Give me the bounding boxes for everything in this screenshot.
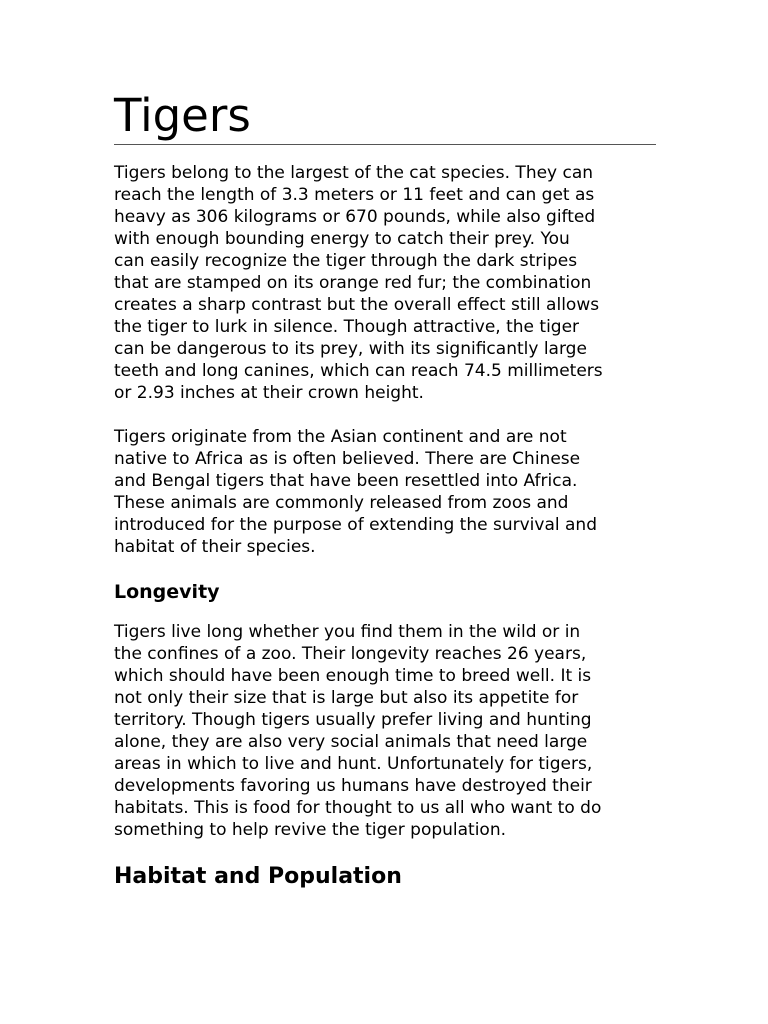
text-line: Tigers live long whether you find them in the wild or in [114,622,581,642]
text-line: habitats. This is food for thought to us all who want to do [114,798,602,818]
text-line: not only their size that is large but also its appetite for [114,688,579,708]
text-line: introduced for the purpose of extending the survival and [114,515,597,535]
title-underline [114,144,656,145]
text-line: the confines of a zoo. Their longevity reaches 26 years, [114,644,587,664]
paragraph-origin [114,426,656,558]
heading-longevity: Longevity [114,581,220,603]
text-line: These animals are commonly released from zoos and [114,493,569,513]
text-line: with enough bounding energy to catch their prey. You [114,229,570,249]
text-line: territory. Though tigers usually prefer living and hunting [114,710,592,730]
text-line: alone, they are also very social animals that need large [114,732,588,752]
text-line: or 2.93 inches at their crown height. [114,383,424,403]
text-line: the tiger to lurk in silence. Though attractive, the tiger [114,317,580,337]
document-title: Tigers [114,89,251,142]
text-line: habitat of their species. [114,537,316,557]
text-line: developments favoring us humans have destroyed their [114,776,592,796]
text-line: can be dangerous to its prey, with its significantly large [114,339,587,359]
text-line: heavy as 306 kilograms or 670 pounds, while also gifted [114,207,596,227]
text-line: that are stamped on its orange red fur; the combination [114,273,592,293]
text-line: Tigers belong to the largest of the cat species. They can [114,163,594,183]
text-line: creates a sharp contrast but the overall effect still allows [114,295,600,315]
text-line: native to Africa as is often believed. There are Chinese [114,449,581,469]
heading-habitat-population: Habitat and Population [114,864,402,889]
text-line: something to help revive the tiger population. [114,820,507,840]
text-line: which should have been enough time to breed well. It is [114,666,592,686]
paragraph-longevity [114,621,656,841]
text-line: can easily recognize the tiger through the dark stripes [114,251,578,271]
text-line: Tigers originate from the Asian continent and are not [114,427,567,447]
document-page [114,88,656,891]
text-line: areas in which to live and hunt. Unfortunately for tigers, [114,754,593,774]
text-line: and Bengal tigers that have been resettled into Africa. [114,471,578,491]
paragraph-intro [114,162,656,404]
text-line: teeth and long canines, which can reach 74.5 millimeters [114,361,603,381]
text-line: reach the length of 3.3 meters or 11 feet and can get as [114,185,595,205]
